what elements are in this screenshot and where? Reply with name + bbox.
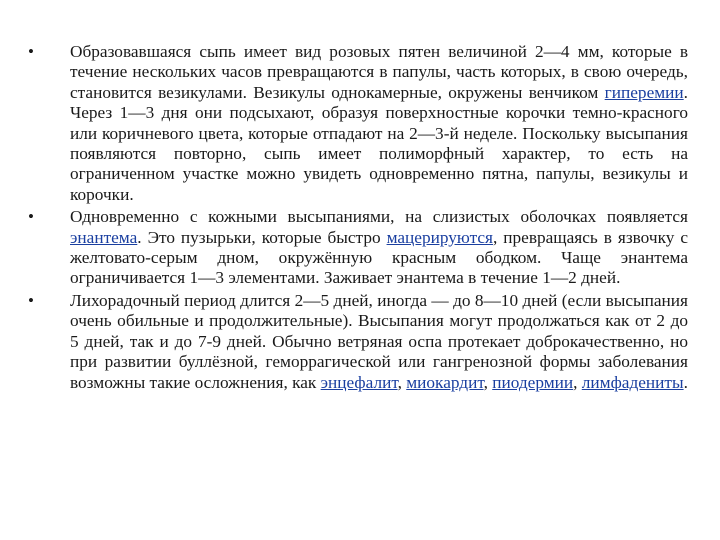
paragraph-text: Образовавшаяся сыпь имеет вид розовых пятен величиной 2—4 мм, которые в течение нескольких часов превращаются в папулы, часть которых, в свою очередь, становится везикулами. Везикулы однокамерные, окружены венчиком xyxy=(70,42,688,102)
separator-text: , xyxy=(397,372,407,392)
bullet-icon: • xyxy=(28,207,34,227)
bullet-icon: • xyxy=(28,290,34,310)
paragraph-text: , превращаясь в язвочку с желтовато-серым дном, окружённую красным ободком. Чаще энантема ограничивается 1—3 элементами. Заживает энантема в течение 1—2 дней. xyxy=(70,227,688,288)
bullet-list xyxy=(28,42,688,395)
paragraph-text: Лихорадочный период длится 2—5 дней, иногда — до 8—10 дней (если высыпания очень обильные и продолжительные). Высыпания могут продолжаться как от 2 до 5 дней, так и до 7-9 дней. Обычно ветряная оспа протекает доброкачественно, но при развитии буллёзной, геморрагической или гангренозной формы заболевания возможны такие осложнения, как xyxy=(70,290,688,392)
link-limfadenity[interactable]: лимфадениты xyxy=(581,372,684,392)
paragraph-text: . Это пузырьки, которые быстро xyxy=(137,227,387,247)
bullet-item-fever xyxy=(28,291,688,393)
paragraph-text: . Через 1—3 дня они подсыхают, образуя поверхностные корочки темно-красного или коричневого цвета, которые отпадают на 2—3-й неделе. Поскольку высыпания появляются повторно, сыпь имеет полиморфный характер, то есть на ограниченном участке можно увидеть одновременно пятна, папулы, везикулы и корочки. xyxy=(70,82,688,204)
link-enantema[interactable]: энантема xyxy=(70,227,138,247)
bullet-item-rash xyxy=(28,42,688,205)
separator-text: , xyxy=(483,372,493,392)
paragraph-text: Одновременно с кожными высыпаниями, на слизистых оболочках появляется xyxy=(70,207,688,227)
link-piodermii[interactable]: пиодермии xyxy=(492,372,574,392)
paragraph-text: . xyxy=(683,372,688,392)
link-giperemii[interactable]: гиперемии xyxy=(604,82,684,102)
bullet-item-enanthema xyxy=(28,207,688,289)
separator-text: , xyxy=(573,372,582,392)
link-miokardit[interactable]: миокардит xyxy=(406,372,484,392)
link-encefalit[interactable]: энцефалит xyxy=(320,372,398,392)
bullet-icon: • xyxy=(28,42,34,61)
link-maceriruyutsya[interactable]: мацерируются xyxy=(386,227,493,247)
